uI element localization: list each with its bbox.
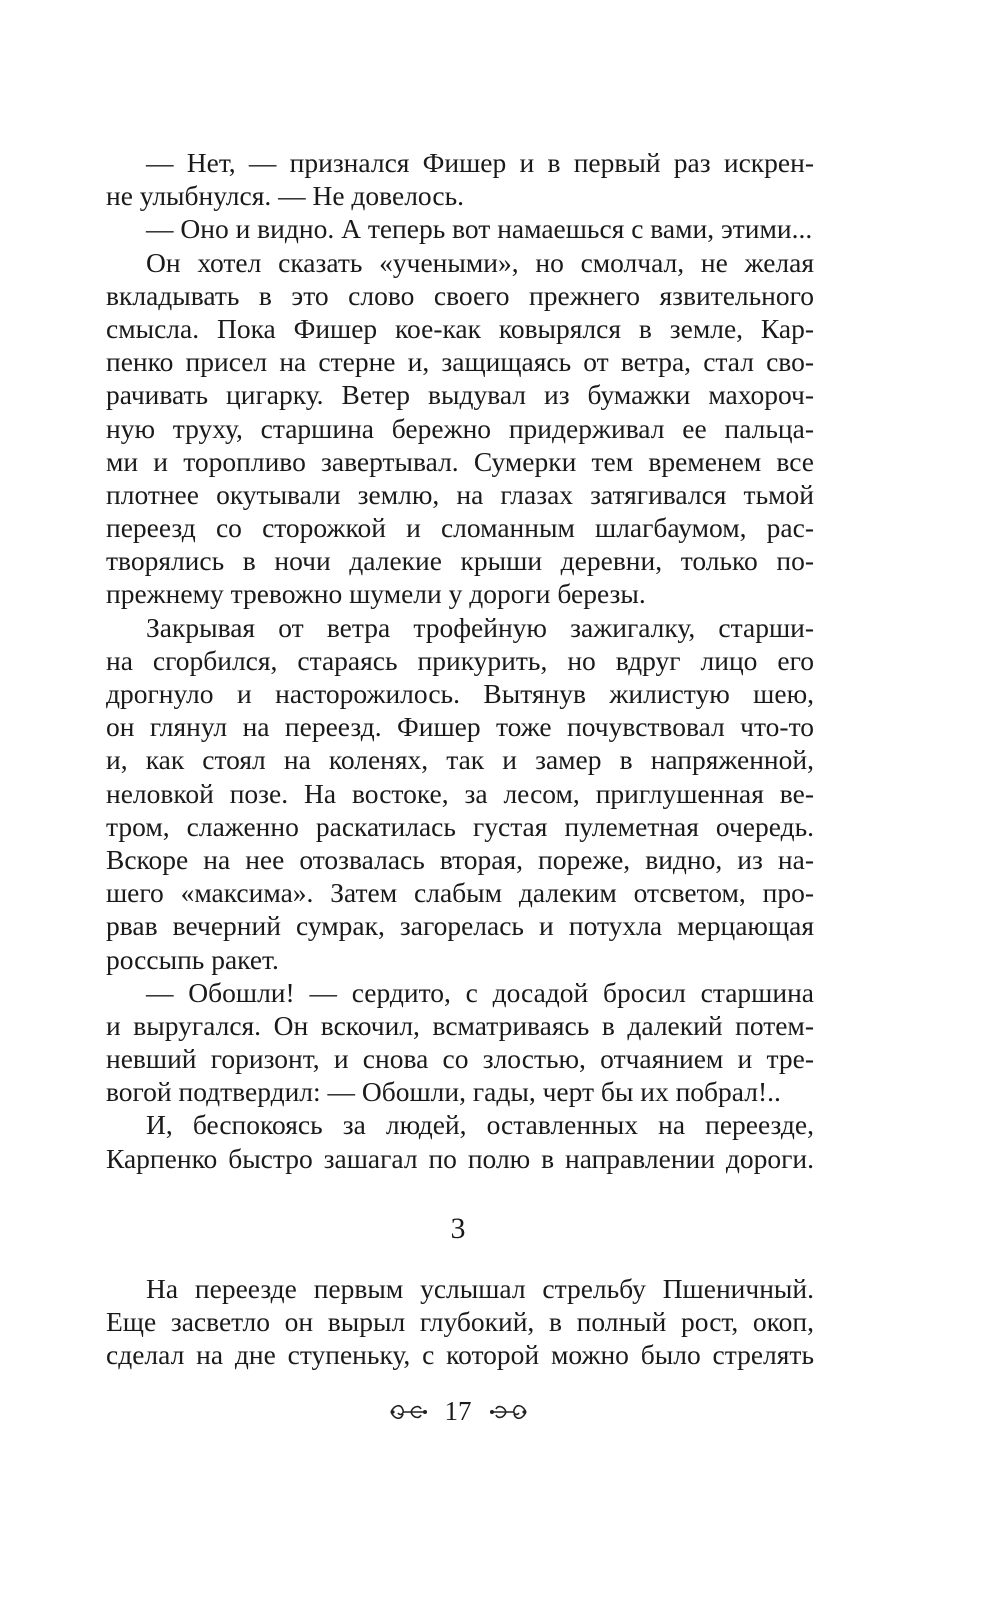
text-line: — Оно и видно. А теперь вот намаешься с вами, этими...: [146, 213, 813, 245]
text-line: пенко присел на стерне и, защищаясь от ветра, стал сво-: [106, 346, 814, 378]
text-line: Вскоре на нее отозвалась вторая, пореже, видно, из на-: [106, 843, 814, 875]
text-line: ную труху, старшина бережно придерживал ее пальца-: [106, 412, 814, 444]
text-line: и выругался. Он вскочил, всматриваясь в далекий потем-: [106, 1009, 814, 1041]
text-line: тром, слаженно раскатилась густая пулеметная очередь.: [106, 810, 814, 842]
text-line: вогой подтвердил: — Обошли, гады, черт бы их побрал!..: [106, 1076, 781, 1108]
text-line: плотнее окутывали землю, на глазах затягивался тьмой: [106, 478, 814, 510]
ornament-right-icon: [486, 1400, 530, 1424]
text-line: вкладывать в это слово своего прежнего язвительного: [106, 279, 814, 311]
text-line: прежнему тревожно шумели у дороги березы.: [106, 578, 646, 610]
text-line: на сгорбился, стараясь прикурить, но вдруг лицо его: [106, 644, 814, 676]
text-line: Карпенко быстро зашагал по полю в направлении дороги.: [106, 1142, 814, 1174]
chapter-text: [106, 1272, 814, 1372]
page-footer: [0, 1396, 916, 1427]
text-line: творялись в ночи далекие крыши деревни, только по-: [106, 545, 814, 577]
text-line: шего «максима». Затем слабым далеким отсветом, про-: [106, 877, 814, 909]
text-line: рвав вечерний сумрак, загорелась и потухла мерцающая: [106, 910, 814, 942]
text-line: невший горизонт, и снова со злостью, отчаянием и тре-: [106, 1043, 814, 1075]
text-line: ми и торопливо завертывал. Сумерки тем временем все: [106, 445, 814, 477]
text-line: смысла. Пока Фишер кое-как ковырялся в земле, Кар-: [106, 312, 814, 344]
text-line: На переезде первым услышал стрельбу Пшеничный.: [146, 1273, 814, 1304]
text-line: рачивать цигарку. Ветер выдувал из бумажки махороч-: [106, 379, 814, 411]
ornament-left-icon: [387, 1400, 431, 1424]
text-line: россыпь ракет.: [106, 943, 279, 975]
text-line: Закрывая от ветра трофейную зажигалку, старши-: [146, 611, 814, 643]
text-line: Еще засветло он вырыл глубокий, в полный рост, окоп,: [106, 1306, 814, 1338]
text-line: сделал на дне ступеньку, с которой можно было стрелять: [106, 1339, 814, 1371]
text-line: и, как стоял на коленях, так и замер в напряженной,: [106, 744, 814, 776]
text-line: дрогнуло и насторожилось. Вытянув жилистую шею,: [106, 678, 814, 709]
text-line: неловкой позе. На востоке, за лесом, приглушенная ве-: [106, 777, 814, 809]
page-number: 17: [444, 1396, 472, 1426]
text-line: не улыбнулся. — Не довелось.: [106, 180, 464, 212]
chapter-heading: 3: [450, 1212, 466, 1245]
text-line: — Обошли! — сердито, с досадой бросил старшина: [146, 976, 814, 1008]
text-line: переезд со сторожкой и сломанным шлагбаумом, рас-: [106, 512, 814, 544]
text-line: Он хотел сказать «учеными», но смолчал, не желая: [146, 246, 814, 278]
body-text: [106, 146, 814, 1175]
text-line: — Нет, — признался Фишер и в первый раз искрен-: [146, 147, 814, 178]
text-line: он глянул на переезд. Фишер тоже почувствовал что-то: [106, 711, 814, 743]
text-line: И, беспокоясь за людей, оставленных на переезде,: [146, 1109, 814, 1141]
